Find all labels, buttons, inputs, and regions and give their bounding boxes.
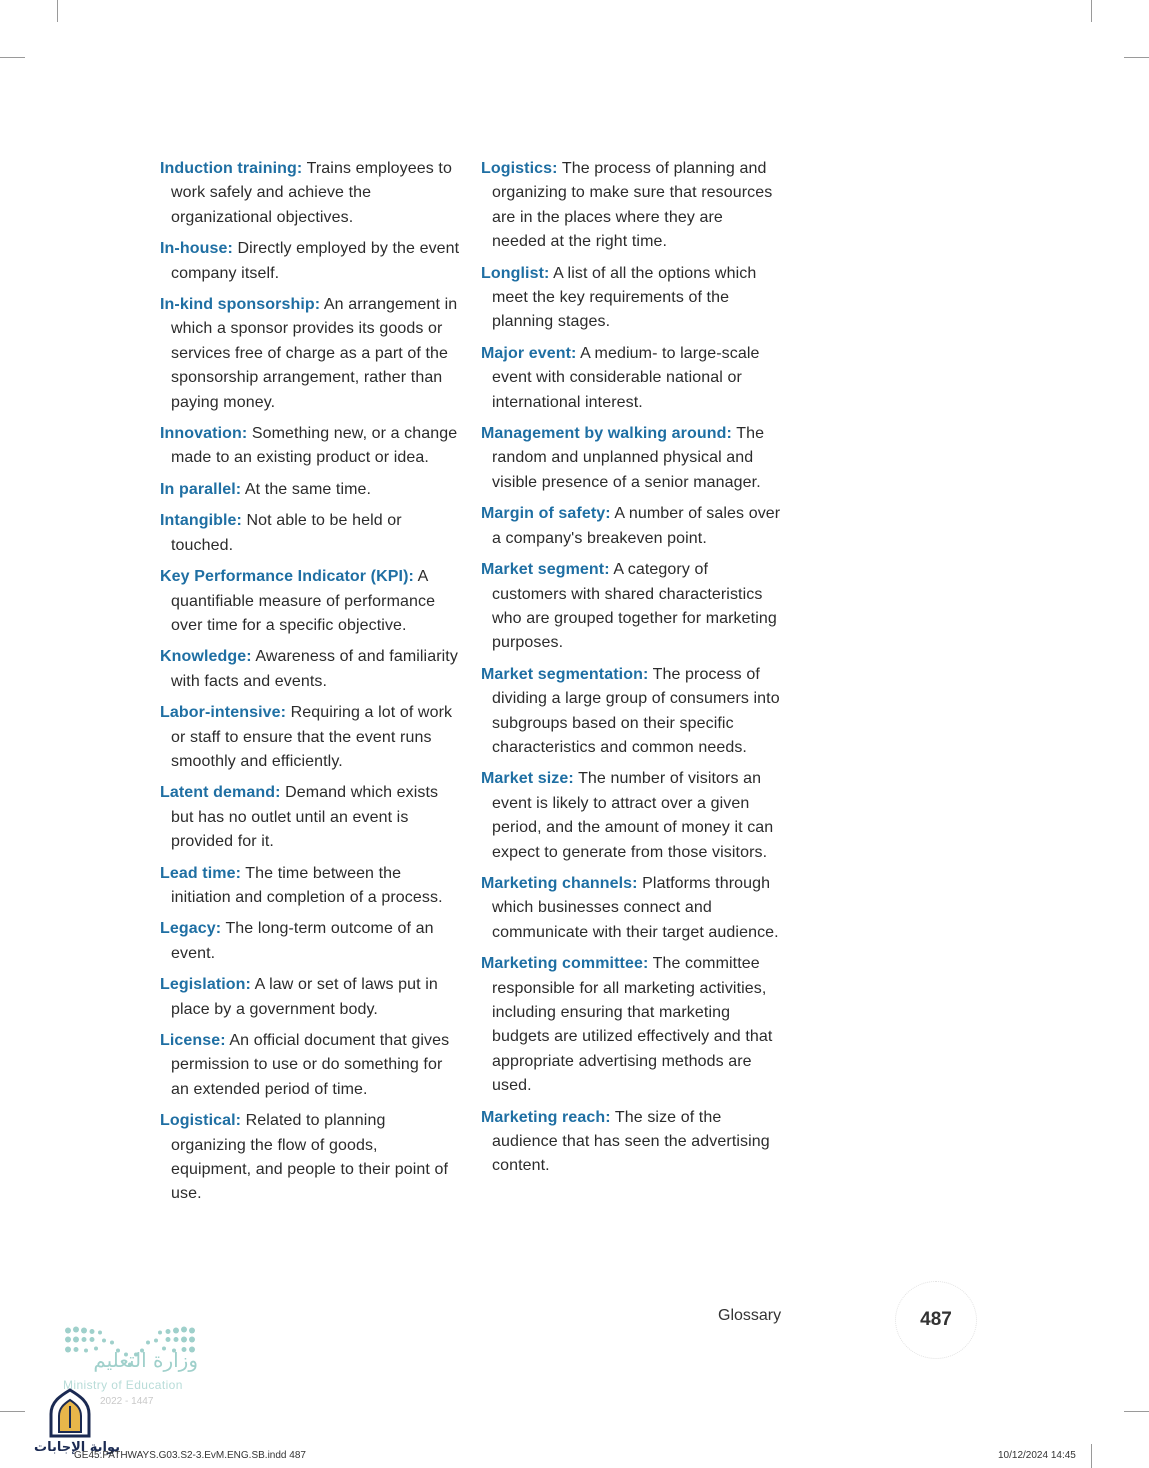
glossary-definition: A list of all the options which meet the key requirements of the planning stages. bbox=[492, 264, 757, 331]
glossary-definition: A quantifiable measure of performance over time for a specific objective. bbox=[171, 568, 436, 634]
glossary-definition: The committee responsible for all marketing activities, including ensuring that marketing budgets are utilized effectively and that appropriate advertising methods are used. bbox=[492, 955, 773, 1095]
glossary-definition: Requiring a lot of work or staff to ensure that the event runs smoothly and efficiently. bbox=[171, 704, 453, 770]
glossary-entry bbox=[160, 478, 460, 502]
glossary-term: Marketing committee: bbox=[481, 955, 649, 973]
crop-mark-top-left-v bbox=[57, 0, 58, 22]
crop-mark-bottom-right-h bbox=[1124, 1411, 1149, 1412]
glossary-term: Market segmentation: bbox=[481, 665, 649, 683]
glossary-definition: A number of sales over a company's breakeven point. bbox=[492, 505, 781, 547]
crop-mark-top-left-h bbox=[0, 57, 25, 58]
glossary-term: Labor-intensive: bbox=[160, 704, 287, 722]
glossary-definition: Related to planning organizing the flow of goods, equipment, and people to their point of use. bbox=[171, 1112, 448, 1203]
glossary-definition: A category of customers with shared characteristics who are grouped together for marketing purposes. bbox=[492, 561, 777, 652]
glossary-entry bbox=[160, 422, 460, 471]
glossary-entry bbox=[160, 645, 460, 694]
glossary-definition: The number of visitors an event is likely to attract over a given period, and the amount of money it can expect to generate from those visitors. bbox=[492, 770, 774, 861]
glossary-term: Major event: bbox=[481, 344, 577, 362]
crop-mark-bottom-right-v bbox=[1091, 1444, 1092, 1468]
glossary-term: Legislation: bbox=[160, 976, 251, 994]
glossary-term: Margin of safety: bbox=[481, 505, 611, 523]
glossary-term: Longlist: bbox=[481, 264, 550, 282]
glossary-entry bbox=[481, 157, 781, 255]
glossary-term: Intangible: bbox=[160, 512, 242, 530]
glossary-term: Lead time: bbox=[160, 864, 242, 882]
ministry-name-arabic: وزارة التعليم bbox=[93, 1348, 198, 1372]
glossary-term: Innovation: bbox=[160, 425, 248, 443]
glossary-entry bbox=[160, 293, 460, 415]
glossary-column-right bbox=[481, 157, 781, 1186]
glossary-term: Logistical: bbox=[160, 1112, 242, 1130]
glossary-definition: Something new, or a change made to an existing product or idea. bbox=[171, 425, 458, 467]
glossary-entry bbox=[481, 342, 781, 415]
glossary-definition: Awareness of and familiarity with facts and events. bbox=[171, 648, 458, 690]
print-slug-datetime: 10/12/2024 14:45 bbox=[998, 1450, 1076, 1461]
glossary-entry bbox=[481, 558, 781, 656]
crop-mark-top-right-h bbox=[1124, 57, 1149, 58]
ministry-name-english: Ministry of Education bbox=[63, 1378, 183, 1392]
glossary-entry bbox=[481, 663, 781, 761]
lantern-watermark-icon bbox=[45, 1388, 95, 1440]
glossary-entry bbox=[481, 262, 781, 335]
glossary-definition: The time between the initiation and completion of a process. bbox=[171, 864, 443, 906]
glossary-entry bbox=[481, 767, 781, 865]
glossary-entry bbox=[160, 973, 460, 1022]
glossary-entry bbox=[160, 509, 460, 558]
glossary-definition: An official document that gives permission to use or do something for an extended period of time. bbox=[171, 1032, 450, 1098]
glossary-entry bbox=[160, 862, 460, 911]
glossary-term: Management by walking around: bbox=[481, 425, 732, 443]
watermark-text: بوابة الإجابات bbox=[34, 1440, 120, 1455]
glossary-entry bbox=[160, 1109, 460, 1207]
glossary-entry bbox=[160, 701, 460, 774]
glossary-term: License: bbox=[160, 1032, 226, 1049]
crop-mark-bottom-left-h bbox=[0, 1411, 25, 1412]
print-slug-file: GE45.PATHWAYS.G03.S2-3.EvM.ENG.SB.indd 487 bbox=[74, 1450, 306, 1461]
glossary-definition: Not able to be held or touched. bbox=[171, 512, 402, 554]
glossary-entry bbox=[481, 502, 781, 551]
glossary-term: Induction training: bbox=[160, 160, 303, 177]
glossary-entry bbox=[160, 237, 460, 286]
glossary-term: Latent demand: bbox=[160, 784, 281, 802]
glossary-term: Knowledge: bbox=[160, 648, 252, 666]
glossary-entry bbox=[481, 422, 781, 495]
glossary-term: Market size: bbox=[481, 770, 574, 788]
glossary-entry bbox=[481, 952, 781, 1098]
glossary-definition: The process of planning and organizing to make sure that resources are in the places where they are needed at the right time. bbox=[492, 160, 773, 251]
page-number: 487 bbox=[920, 1309, 952, 1330]
glossary-term: Market segment: bbox=[481, 561, 610, 579]
glossary-entry bbox=[481, 1106, 781, 1179]
glossary-term: In-kind sponsorship: bbox=[160, 296, 321, 314]
glossary-definition: An arrangement in which a sponsor provides its goods or services free of charge as a part of the sponsorship arrangement, rather than paying money. bbox=[171, 296, 458, 411]
glossary-entry bbox=[481, 872, 781, 945]
glossary-term: In-house: bbox=[160, 240, 233, 258]
glossary-entry bbox=[160, 781, 460, 854]
glossary-entry bbox=[160, 1029, 460, 1102]
glossary-entry bbox=[160, 917, 460, 966]
glossary-definition: A medium- to large-scale event with considerable national or international interest. bbox=[492, 344, 760, 411]
glossary-term: Marketing channels: bbox=[481, 874, 638, 892]
glossary-definition: Demand which exists but has no outlet until an event is provided for it. bbox=[171, 784, 439, 851]
glossary-term: Legacy: bbox=[160, 920, 222, 938]
page-number-badge bbox=[895, 1281, 977, 1359]
crop-mark-top-right-v bbox=[1091, 0, 1092, 22]
glossary-term: Logistics: bbox=[481, 160, 558, 177]
glossary-term: Marketing reach: bbox=[481, 1108, 611, 1126]
ministry-year: 2022 - 1447 bbox=[100, 1396, 154, 1407]
glossary-definition: The size of the audience that has seen the advertising content. bbox=[492, 1108, 770, 1175]
glossary-column-left bbox=[160, 157, 460, 1214]
glossary-definition: The random and unplanned physical and visible presence of a senior manager. bbox=[492, 425, 765, 491]
glossary-definition: The process of dividing a large group of consumers into subgroups based on their specific characteristics and common needs. bbox=[492, 665, 780, 756]
glossary-definition: Trains employees to work safely and achieve the organizational objectives. bbox=[171, 160, 452, 226]
glossary-definition: Platforms through which businesses connect and communicate with their target audience. bbox=[492, 874, 779, 941]
glossary-definition: Directly employed by the event company itself. bbox=[171, 240, 460, 282]
glossary-definition: The long-term outcome of an event. bbox=[171, 920, 434, 962]
glossary-term: Key Performance Indicator (KPI): bbox=[160, 568, 414, 586]
glossary-definition: At the same time. bbox=[244, 480, 372, 498]
glossary-definition: A law or set of laws put in place by a government body. bbox=[171, 976, 438, 1018]
glossary-entry bbox=[160, 157, 460, 230]
section-label: Glossary bbox=[718, 1307, 782, 1324]
glossary-term: In parallel: bbox=[160, 480, 242, 498]
glossary-entry bbox=[160, 565, 460, 638]
